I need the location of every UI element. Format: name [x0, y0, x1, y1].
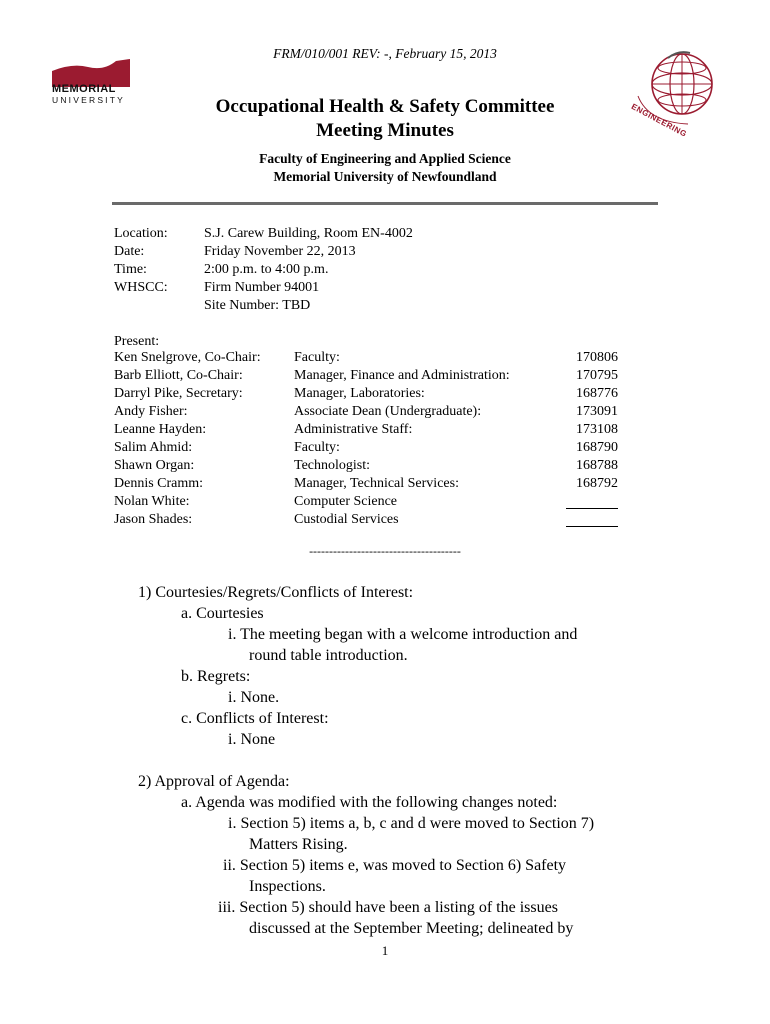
document-subtitle [0, 150, 770, 186]
sub-sub-item-continued: round table introduction. [249, 647, 408, 664]
attendee-name: Salim Ahmid: [114, 440, 193, 455]
attendee-role: Faculty: [294, 350, 340, 365]
attendee-role: Custodial Services [294, 512, 399, 527]
title-line-2: Meeting Minutes [316, 120, 454, 141]
blank-number-line [566, 526, 618, 527]
attendee-row [114, 421, 634, 439]
attendee-name: Darryl Pike, Secretary: [114, 386, 243, 401]
logo-label-university: UNIVERSITY [52, 95, 126, 105]
sub-sub-item-continued: Inspections. [249, 878, 326, 895]
attendee-number: 168776 [576, 386, 618, 401]
blank-number-line [566, 508, 618, 509]
page-number: 1 [381, 943, 389, 958]
attendee-row [114, 439, 634, 457]
section-heading: 1) Courtesies/Regrets/Conflicts of Interest: [138, 584, 414, 601]
attendee-role: Manager, Technical Services: [294, 476, 459, 491]
attendee-row [114, 475, 634, 493]
sub-sub-item: i. None [228, 731, 276, 748]
info-label [114, 297, 204, 315]
info-value: S.J. Carew Building, Room EN-4002 [204, 226, 413, 241]
attendee-number: 170795 [576, 368, 618, 383]
info-row [114, 243, 413, 261]
attendee-role: Technologist: [294, 458, 371, 473]
attendee-number: 170806 [576, 350, 618, 365]
attendee-role: Manager, Laboratories: [294, 386, 425, 401]
sub-sub-item: ii. Section 5) items e, was moved to Section 6) Safety [223, 857, 567, 874]
attendee-role: Manager, Finance and Administration: [294, 368, 510, 383]
info-row [114, 297, 413, 315]
attendee-name: Ken Snelgrove, Co-Chair: [114, 350, 261, 365]
attendee-name: Dennis Cramm: [114, 476, 204, 491]
info-row [114, 279, 413, 297]
info-label: Time: [114, 262, 147, 277]
sub-sub-item-continued: discussed at the September Meeting; delineated by [249, 920, 574, 937]
sub-sub-item: iii. Section 5) should have been a listing of the issues [218, 899, 558, 916]
attendee-row [114, 349, 634, 367]
sub-item: c. Conflicts of Interest: [181, 710, 329, 727]
sub-sub-item: i. Section 5) items a, b, c and d were moved to Section 7) [228, 815, 595, 832]
attendee-number: 168790 [576, 440, 618, 455]
meeting-info [114, 225, 413, 315]
section-heading: 2) Approval of Agenda: [138, 773, 290, 790]
info-value: Friday November 22, 2013 [204, 244, 356, 259]
attendee-row [114, 367, 634, 385]
sub-item: b. Regrets: [181, 668, 251, 685]
subtitle-line-2: Memorial University of Newfoundland [273, 169, 497, 184]
header-divider [112, 202, 658, 205]
attendee-number: 173108 [576, 422, 618, 437]
attendee-number: 168792 [576, 476, 618, 491]
attendee-row [114, 511, 634, 529]
sub-sub-item-continued: Matters Rising. [249, 836, 348, 853]
present-label: Present: [114, 334, 160, 349]
attendee-role: Computer Science [294, 494, 398, 509]
attendee-row [114, 385, 634, 403]
attendee-role: Associate Dean (Undergraduate): [294, 404, 482, 419]
attendee-row [114, 493, 634, 511]
info-value: Firm Number 94001 [204, 280, 320, 295]
title-line-1: Occupational Health & Safety Committee [215, 96, 555, 117]
info-label: WHSCC: [114, 280, 168, 295]
document-title [0, 95, 770, 143]
logo-label-memorial: MEMORIAL [52, 83, 116, 95]
info-row [114, 261, 413, 279]
attendee-name: Nolan White: [114, 494, 190, 509]
attendee-name: Leanne Hayden: [114, 422, 207, 437]
section-separator: -------------------------------------- [309, 544, 461, 558]
attendee-name: Jason Shades: [114, 512, 193, 527]
attendee-name: Andy Fisher: [114, 404, 188, 419]
sub-sub-item: i. The meeting began with a welcome introduction and [228, 626, 578, 643]
info-label: Location: [114, 226, 168, 241]
sub-item: a. Agenda was modified with the following changes noted: [181, 794, 558, 811]
attendee-row [114, 457, 634, 475]
attendee-name: Barb Elliott, Co-Chair: [114, 368, 243, 383]
attendee-row [114, 403, 634, 421]
form-reference: FRM/010/001 REV: -, February 15, 2013 [273, 46, 497, 61]
info-label: Date: [114, 244, 145, 259]
info-value: Site Number: TBD [204, 298, 311, 313]
info-row [114, 225, 413, 243]
attendee-name: Shawn Organ: [114, 458, 195, 473]
attendee-list [114, 349, 634, 529]
attendee-role: Administrative Staff: [294, 422, 413, 437]
sub-sub-item: i. None. [228, 689, 280, 706]
sub-item: a. Courtesies [181, 605, 264, 622]
engineering-logo-text: ENGINEERING [629, 102, 689, 139]
subtitle-line-1: Faculty of Engineering and Applied Science [259, 151, 511, 166]
info-value: 2:00 p.m. to 4:00 p.m. [204, 262, 329, 277]
attendee-role: Faculty: [294, 440, 340, 455]
attendee-number: 168788 [576, 458, 618, 473]
attendee-number: 173091 [576, 404, 618, 419]
